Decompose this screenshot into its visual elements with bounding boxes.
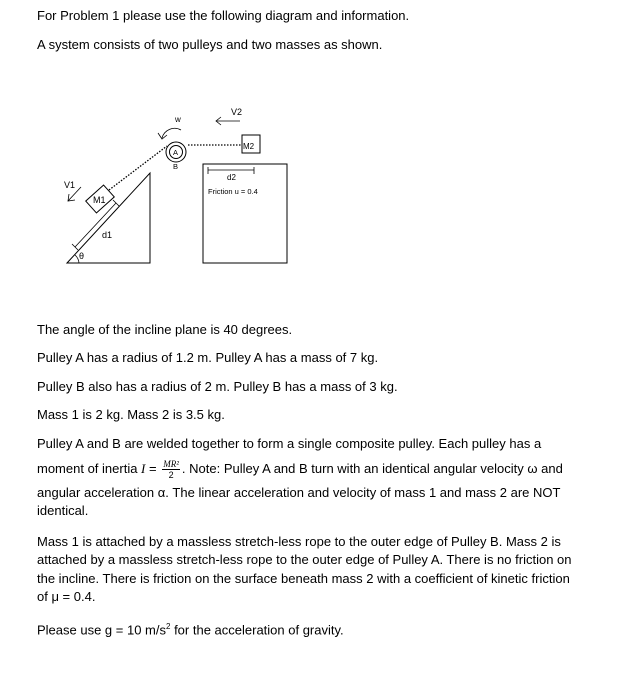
rope-line-4: of μ = 0.4.	[37, 589, 96, 604]
inertia-prefix: moment of inertia	[37, 461, 142, 476]
masses-text: Mass 1 is 2 kg. Mass 2 is 3.5 kg.	[37, 407, 225, 422]
pulley-diagram	[50, 98, 300, 268]
rope-line-3: the incline. There is friction on the surface beneath mass 2 with a coefficient of kinetic friction	[37, 571, 570, 586]
mass-2-label: M2	[243, 142, 255, 151]
d1-label: d1	[102, 230, 113, 240]
incline-triangle	[67, 173, 150, 263]
gravity-text	[37, 618, 344, 638]
inertia-numerator: MR²	[163, 459, 179, 470]
rope-line-2: attached by a massless stretch-less rope to the outer edge of Pulley A. There is no friction on	[37, 552, 572, 567]
gravity-suffix: for the acceleration of gravity.	[170, 622, 344, 638]
inertia-denominator: 2	[168, 470, 174, 481]
theta-label: θ	[79, 251, 85, 261]
rope-line-1: Mass 1 is attached by a massless stretch-less rope to the outer edge of Pulley B. Mass 2 is	[37, 534, 561, 549]
inertia-line	[37, 457, 563, 481]
inertia-equals: =	[145, 461, 161, 476]
w-label: w	[175, 115, 181, 124]
v2-label: V2	[231, 107, 243, 117]
welded-line-1: Pulley A and B are welded together to form a single composite pulley. Each pulley has a	[37, 436, 542, 451]
intro-line-1: For Problem 1 please use the following diagram and information.	[37, 8, 410, 23]
v1-label: V1	[64, 180, 76, 190]
gravity-prefix: Please use g = 10 m/s	[37, 622, 166, 638]
pulley-b-text: Pulley B also has a radius of 2 m. Pulley B has a mass of 3 kg.	[37, 379, 398, 394]
inertia-symbol: I	[141, 461, 146, 476]
table-block	[203, 164, 287, 263]
inertia-suffix: . Note: Pulley A and B turn with an identical angular velocity ω and	[181, 461, 563, 476]
pulley-b-label: B	[173, 162, 179, 171]
pulley-a-text: Pulley A has a radius of 1.2 m. Pulley A has a mass of 7 kg.	[37, 350, 379, 365]
intro-line-2: A system consists of two pulleys and two masses as shown.	[37, 37, 383, 52]
welded-line-3: angular acceleration α. The linear acceleration and velocity of mass 1 and mass 2 are NOT	[37, 485, 561, 500]
mass-1-label: M1	[93, 195, 106, 205]
rope-mass-1	[109, 146, 167, 190]
v2-arrow	[216, 117, 240, 125]
pulley-a-label: A	[173, 148, 179, 157]
angle-text: The angle of the incline plane is 40 degrees.	[37, 322, 293, 337]
welded-line-4: identical.	[37, 503, 89, 518]
d2-label: d2	[227, 173, 236, 182]
inertia-fraction	[162, 459, 180, 480]
gravity-exponent: 2	[166, 622, 171, 631]
friction-label: Friction u = 0.4	[208, 187, 258, 196]
